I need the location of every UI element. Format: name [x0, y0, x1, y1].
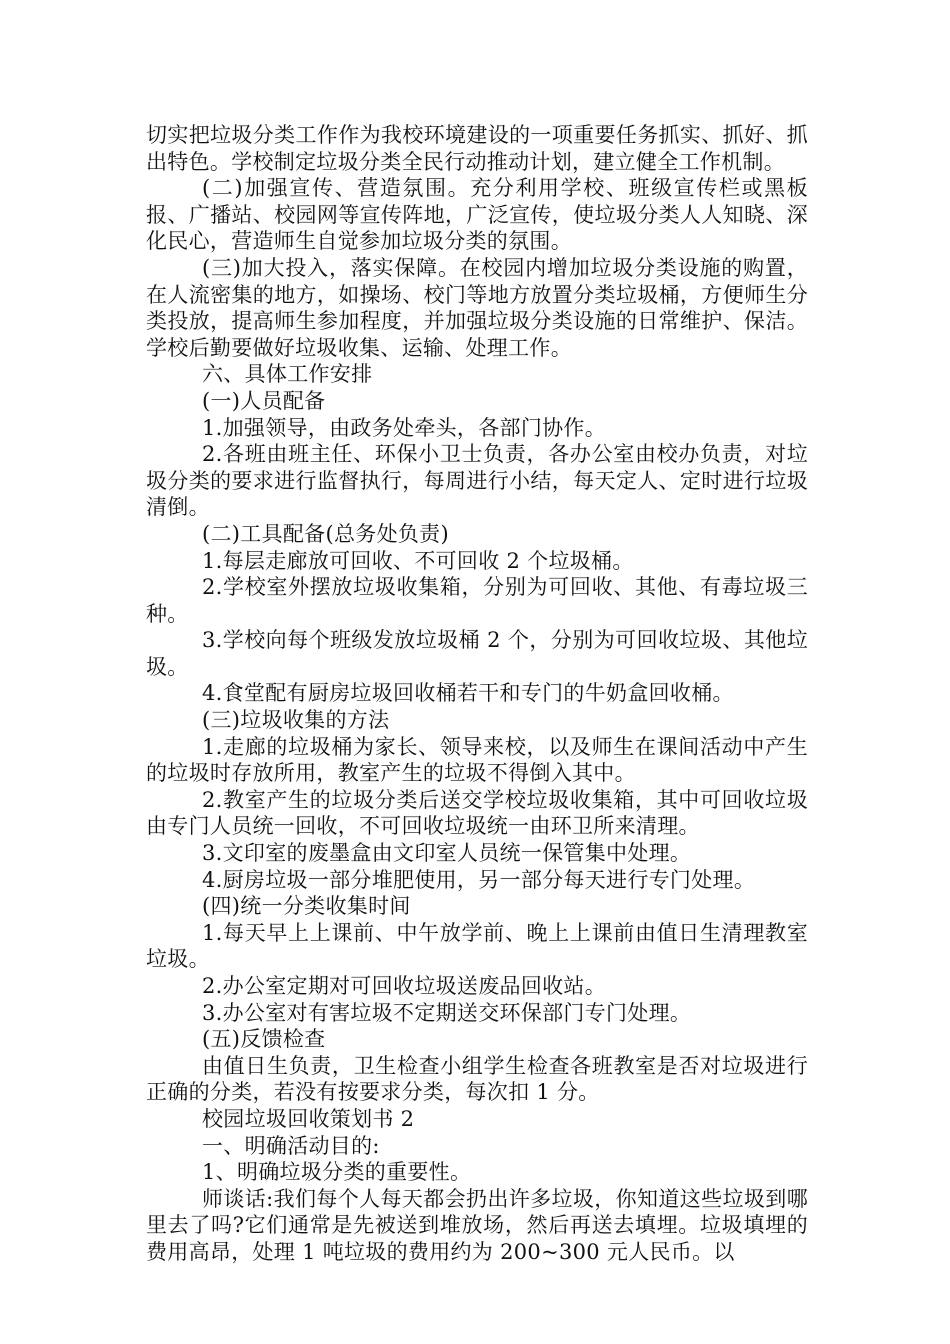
list-item: 1.走廊的垃圾桶为家长、领导来校，以及师生在课间活动中产生的垃圾时存放所用，教室产生的垃圾不得倒入其中。 [146, 734, 808, 786]
subsection-heading: (二)工具配备(总务处负责) [202, 521, 449, 546]
list-item: 1.加强领导，由政务处牵头，各部门协作。 [202, 415, 607, 440]
subsection-heading: (四)统一分类收集时间 [202, 894, 411, 919]
subsection-heading: (五)反馈检查 [202, 1027, 326, 1052]
paragraph: (二)加强宣传、营造氛围。充分利用学校、班级宣传栏或黑板报、广播站、校园网等宣传阵地，广泛宣传，使垃圾分类人人知晓、深化民心，营造师生自觉参加垃圾分类的氛围。 [146, 176, 808, 254]
list-item: 4.厨房垃圾一部分堆肥使用，另一部分每天进行专门处理。 [202, 867, 756, 892]
list-item: 2.各班由班主任、环保小卫士负责，各办公室由校办负责，对垃圾分类的要求进行监督执行，每周进行小结，每天定人、定时进行垃圾清倒。 [146, 442, 808, 520]
paragraph: 师谈话:我们每个人每天都会扔出许多垃圾，你知道这些垃圾到哪里去了吗?它们通常是先被送到堆放场，然后再送去填埋。垃圾填埋的费用高昂，处理 1 吨垃圾的费用约为 200~300 元人民币。以 [146, 1186, 808, 1264]
list-item: 3.文印室的废墨盒由文印室人员统一保管集中处理。 [202, 841, 692, 866]
list-item: 2.学校室外摆放垃圾收集箱，分别为可回收、其他、有毒垃圾三种。 [146, 575, 808, 626]
document-title: 校园垃圾回收策划书 2 [202, 1106, 415, 1131]
list-item: 1.每层走廊放可回收、不可回收 2 个垃圾桶。 [202, 548, 634, 573]
list-item: 3.办公室对有害垃圾不定期送交环保部门专门处理。 [202, 1000, 692, 1025]
section-heading: 一、明确活动目的: [202, 1133, 380, 1158]
list-item: 2.教室产生的垃圾分类后送交学校垃圾收集箱，其中可回收垃圾由专门人员统一回收，不可回收垃圾统一由环卫所来清理。 [146, 787, 808, 839]
section-heading: 六、具体工作安排 [202, 362, 373, 387]
list-item: 3.学校向每个班级发放垃圾桶 2 个，分别为可回收垃圾、其他垃圾。 [146, 628, 808, 679]
subsection-heading: (三)垃圾收集的方法 [202, 708, 390, 733]
paragraph: 由值日生负责，卫生检查小组学生检查各班教室是否对垃圾进行正确的分类，若没有按要求分类，每次扣 1 分。 [146, 1053, 808, 1105]
subsection-heading: (一)人员配备 [202, 388, 326, 413]
list-item: 2.办公室定期对可回收垃圾送废品回收站。 [202, 974, 607, 998]
list-item: 1.每天早上上课前、中午放学前、晚上上课前由值日生清理教室垃圾。 [146, 920, 808, 972]
list-item: 4.食堂配有厨房垃圾回收桶若干和专门的牛奶盒回收桶。 [202, 681, 734, 706]
list-item: 1、明确垃圾分类的重要性。 [202, 1160, 472, 1185]
paragraph: 切实把垃圾分类工作作为我校环境建设的一项重要任务抓实、抓好、抓出特色。学校制定垃圾分类全民行动推动计划，建立健全工作机制。 [146, 123, 808, 174]
document-page [146, 122, 808, 1266]
paragraph: (三)加大投入，落实保障。在校园内增加垃圾分类设施的购置，在人流密集的地方，如操场、校门等地方放置分类垃圾桶，方便师生分类投放，提高师生参加程度，并加强垃圾分类设施的日常维护、保洁。学校后勤要做好垃圾收集、运输、处理工作。 [146, 255, 808, 360]
